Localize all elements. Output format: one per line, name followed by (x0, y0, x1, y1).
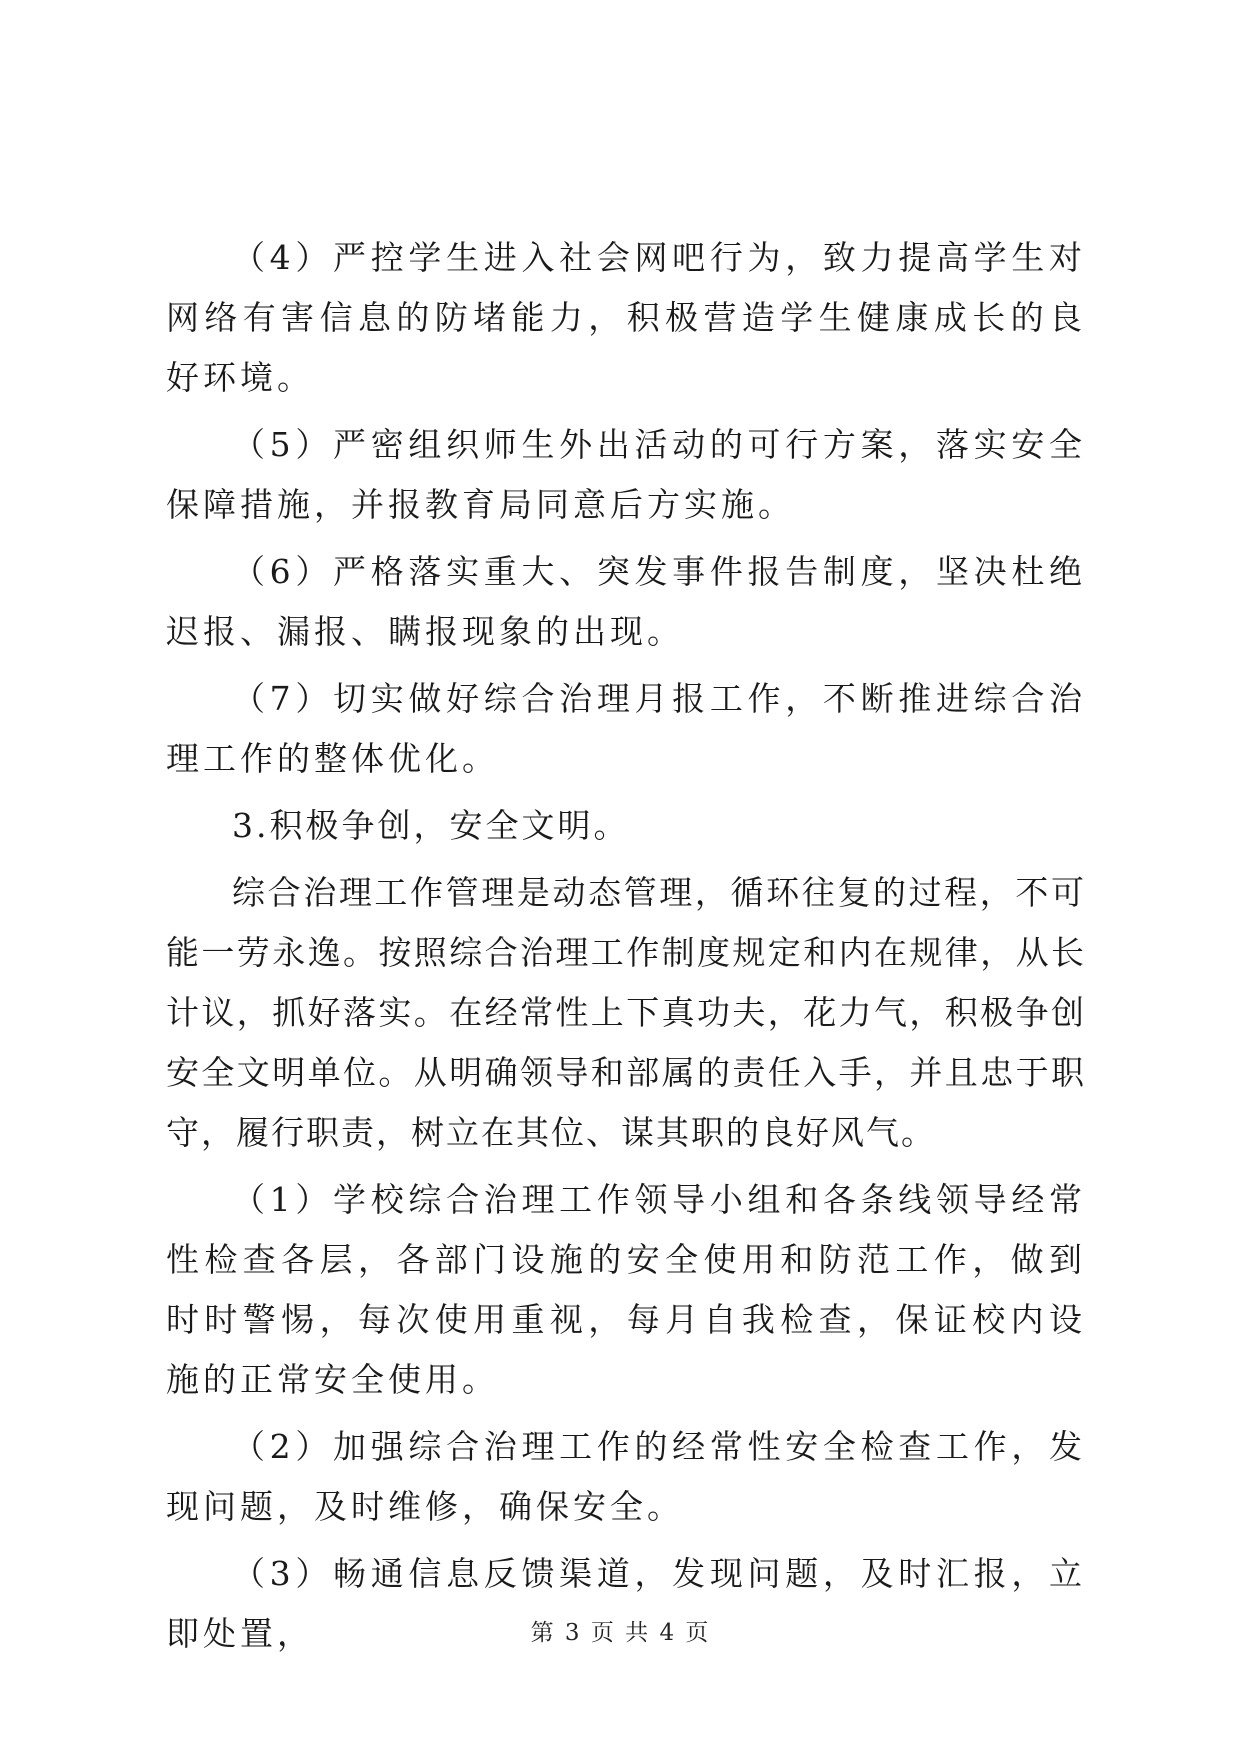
page-number-footer: 第 3 页 共 4 页 (530, 1620, 711, 1646)
paragraph-item-6: （6）严格落实重大、突发事件报告制度，坚决杜绝迟报、漏报、瞒报现象的出现。 (166, 552, 1086, 651)
paragraph-item-2: （2）加强综合治理工作的经常性安全检查工作，发现问题，及时维修，确保安全。 (166, 1427, 1086, 1526)
section-body-paragraph: 综合治理工作管理是动态管理，循环往复的过程，不可能一劳永逸。按照综合治理工作制度规定和内在规律，从长计议，抓好落实。在经常性上下真功夫，花力气，积极争创安全文明单位。从明确领导和部属的责任入手，并且忠于职守，履行职责，树立在其位、谋其职的良好风气。 (166, 873, 1086, 1152)
section-heading: 3.积极争创，安全文明。 (232, 806, 630, 845)
paragraph-item-5: （5）严密组织师生外出活动的可行方案，落实安全保障措施，并报教育局同意后方实施。 (166, 425, 1086, 524)
document-body (166, 228, 1086, 1671)
paragraph-item-7: （7）切实做好综合治理月报工作，不断推进综合治理工作的整体优化。 (166, 679, 1086, 778)
paragraph-item-4: （4）严控学生进入社会网吧行为，致力提高学生对网络有害信息的防堵能力，积极营造学生健康成长的良好环境。 (166, 238, 1086, 397)
paragraph-item-3: （3）畅通信息反馈渠道，发现问题，及时汇报，立即处置， (166, 1554, 1086, 1653)
paragraph-item-1: （1）学校综合治理工作领导小组和各条线领导经常性检查各层，各部门设施的安全使用和防范工作，做到时时警惕，每次使用重视，每月自我检查，保证校内设施的正常安全使用。 (166, 1180, 1086, 1399)
